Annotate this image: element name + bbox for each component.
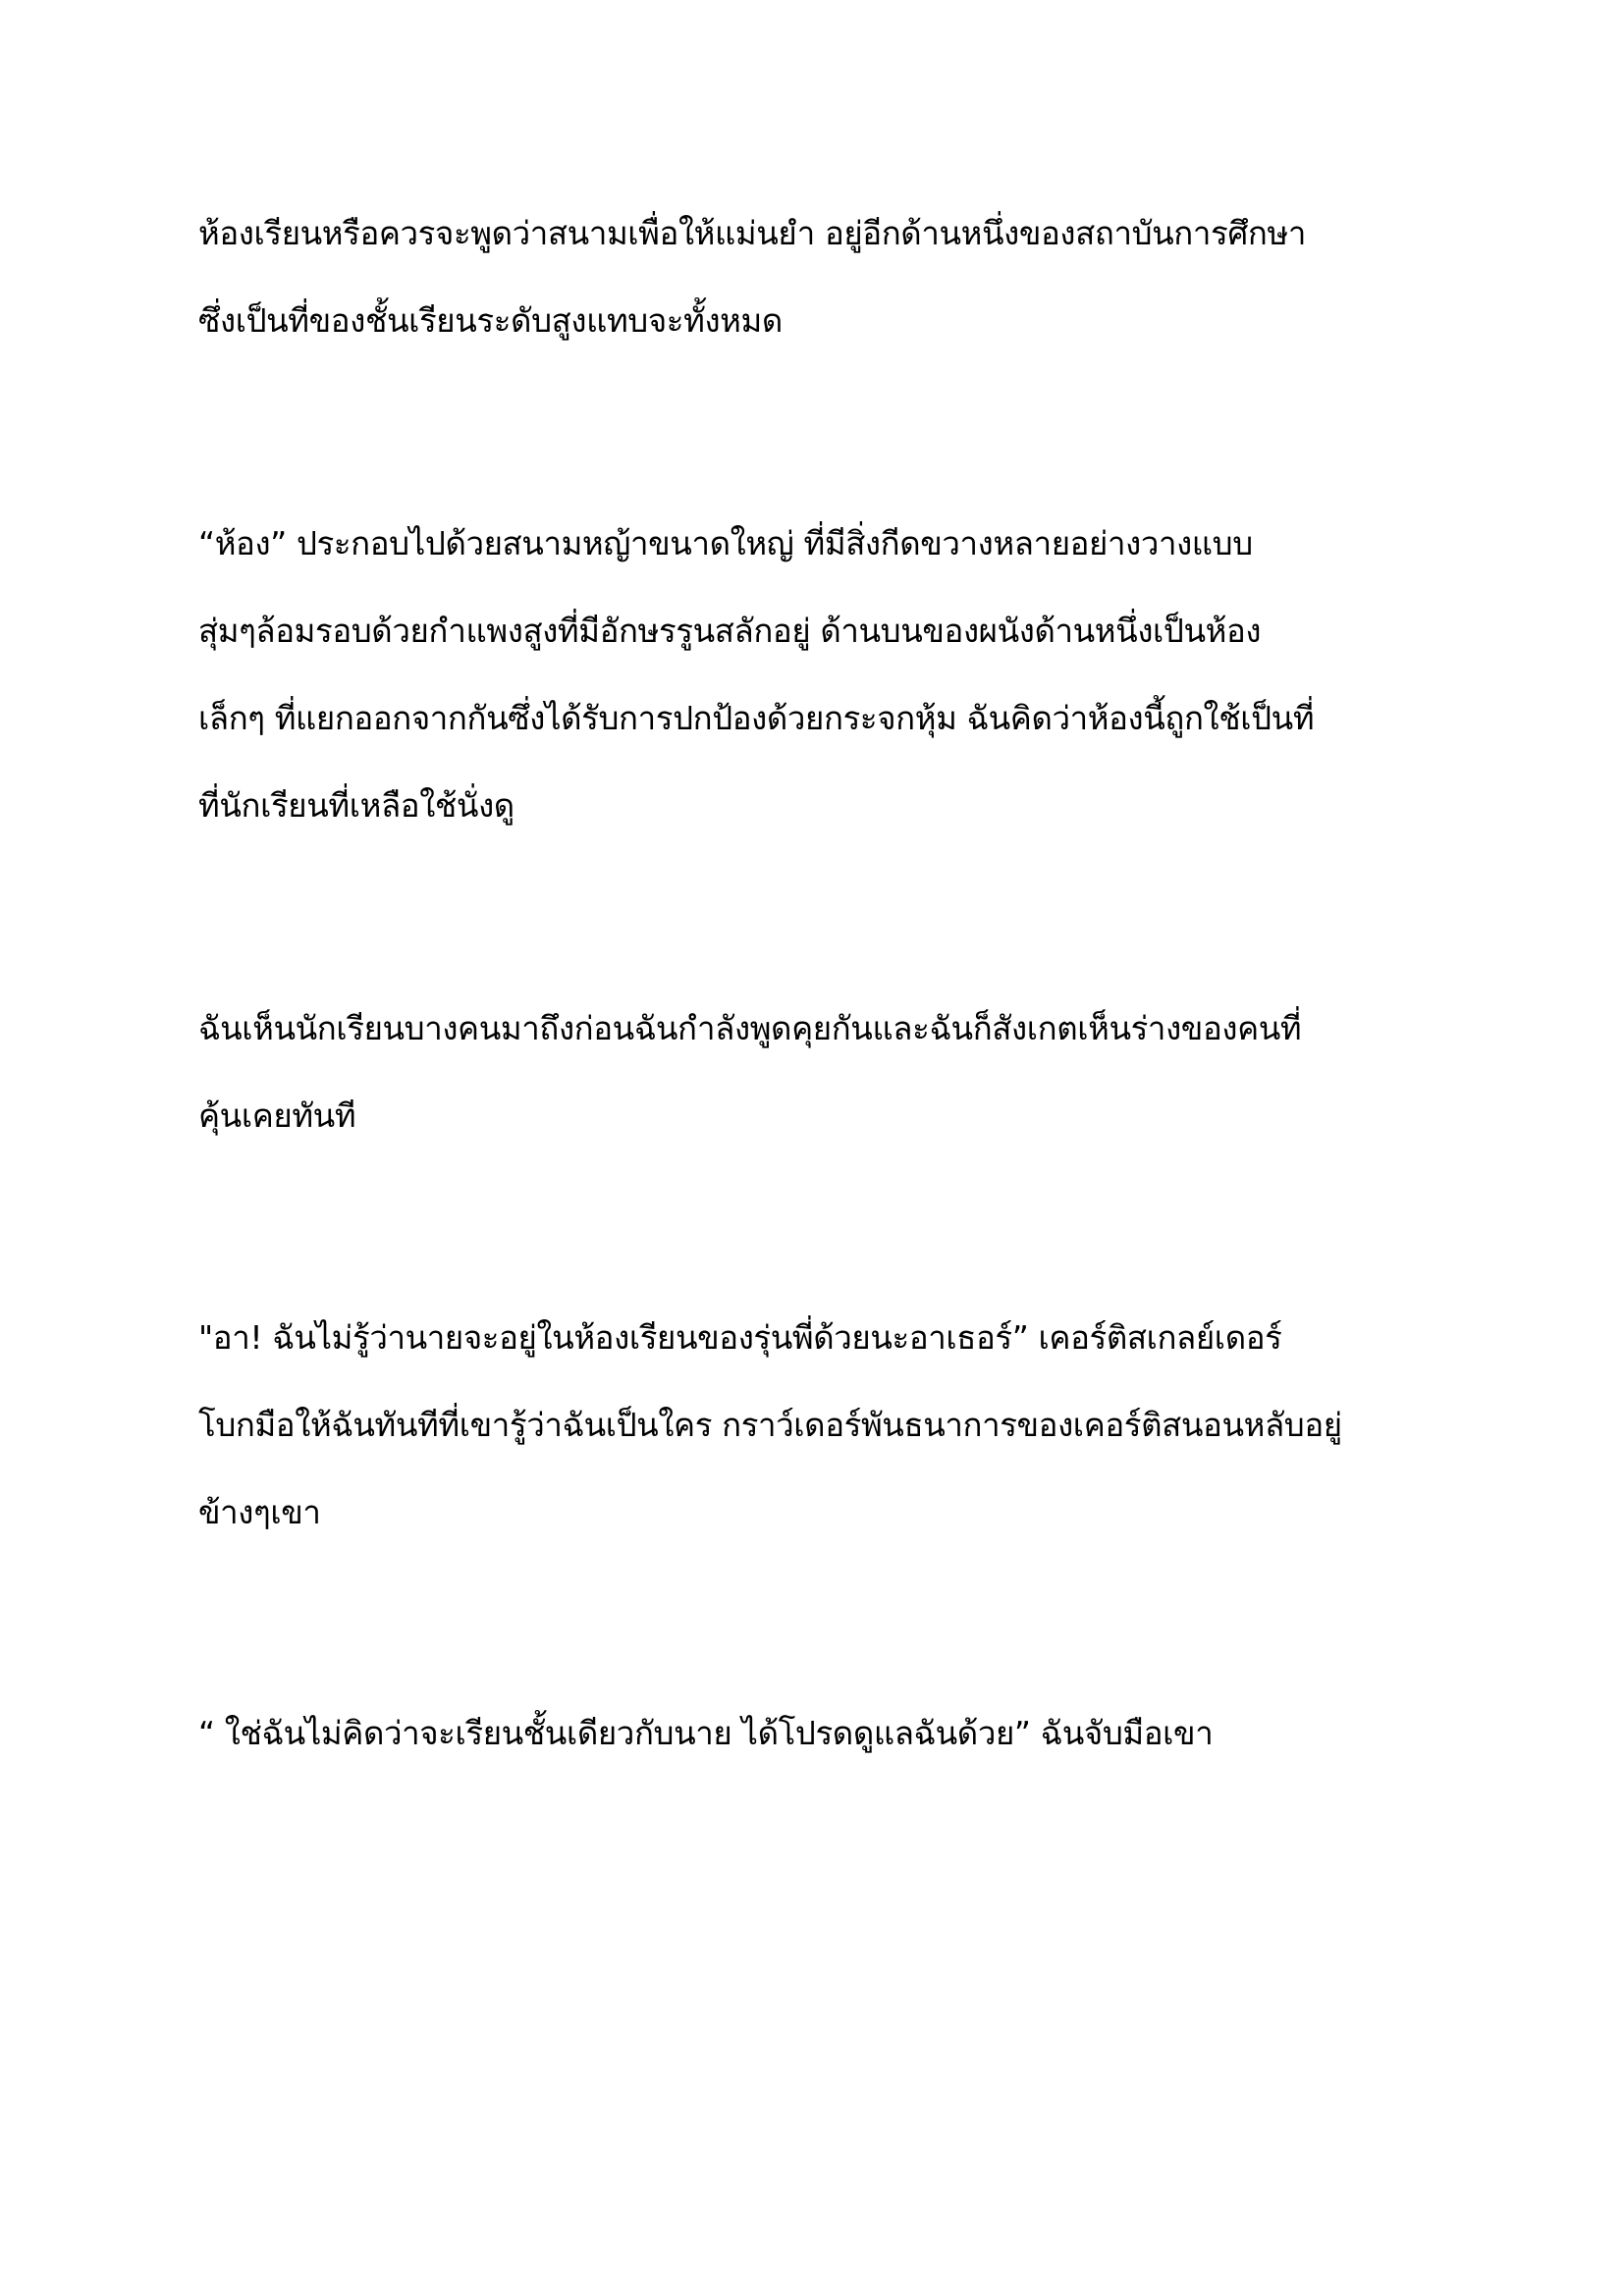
text-line: คุ้นเคยทันที	[198, 1096, 356, 1135]
paragraph	[198, 189, 1435, 364]
paragraph	[198, 985, 1435, 1159]
text-line: “ห้อง” ประกอบไปด้วยสนามหญ้าขนาดใหญ่ ที่มีสิ่งกีดขวางหลายอย่างวางแบบ	[198, 524, 1253, 562]
text-line: ฉันเห็นนักเรียนบางคนมาถึงก่อนฉันกำลังพูดคุยกันและฉันก็สังเกตเห็นร่างของคนที่	[198, 1009, 1302, 1047]
paragraph	[198, 500, 1435, 849]
text-line: "อา! ฉันไม่รู้ว่านายจะอยู่ในห้องเรียนของรุ่นพี่ด้วยนะอาเธอร์” เคอร์ติสเกลย์เดอร์	[198, 1318, 1282, 1357]
text-line: ที่นักเรียนที่เหลือใช้นั่งดู	[198, 786, 514, 825]
paragraph	[198, 1689, 1435, 1777]
paragraph	[198, 1294, 1435, 1556]
text-line: “ ใช่ฉันไม่คิดว่าจะเรียนชั้นเดียวกับนาย ได้โปรดดูแลฉันด้วย” ฉันจับมือเขา	[198, 1714, 1214, 1752]
text-line: ข้างๆเขา	[198, 1493, 321, 1531]
text-line: ห้องเรียนหรือควรจะพูดว่าสนามเพื่อให้แม่นยำ อยู่อีกด้านหนึ่งของสถาบันการศึกษา	[198, 214, 1306, 252]
text-line: ซึ่งเป็นที่ของชั้นเรียนระดับสูงแทบจะทั้งหมด	[198, 301, 783, 340]
text-line: สุ่มๆล้อมรอบด้วยกำแพงสูงที่มีอักษรรูนสลักอยู่ ด้านบนของผนังด้านหนึ่งเป็นห้อง	[198, 612, 1262, 650]
text-line: โบกมือให้ฉันทันทีที่เขารู้ว่าฉันเป็นใคร กราว์เดอร์พันธนาการของเคอร์ติสนอนหลับอยู่	[198, 1406, 1342, 1444]
text-line: เล็กๆ ที่แยกออกจากกันซึ่งได้รับการปกป้องด้วยกระจกหุ้ม ฉันคิดว่าห้องนี้ถูกใช้เป็นที่	[198, 699, 1315, 737]
